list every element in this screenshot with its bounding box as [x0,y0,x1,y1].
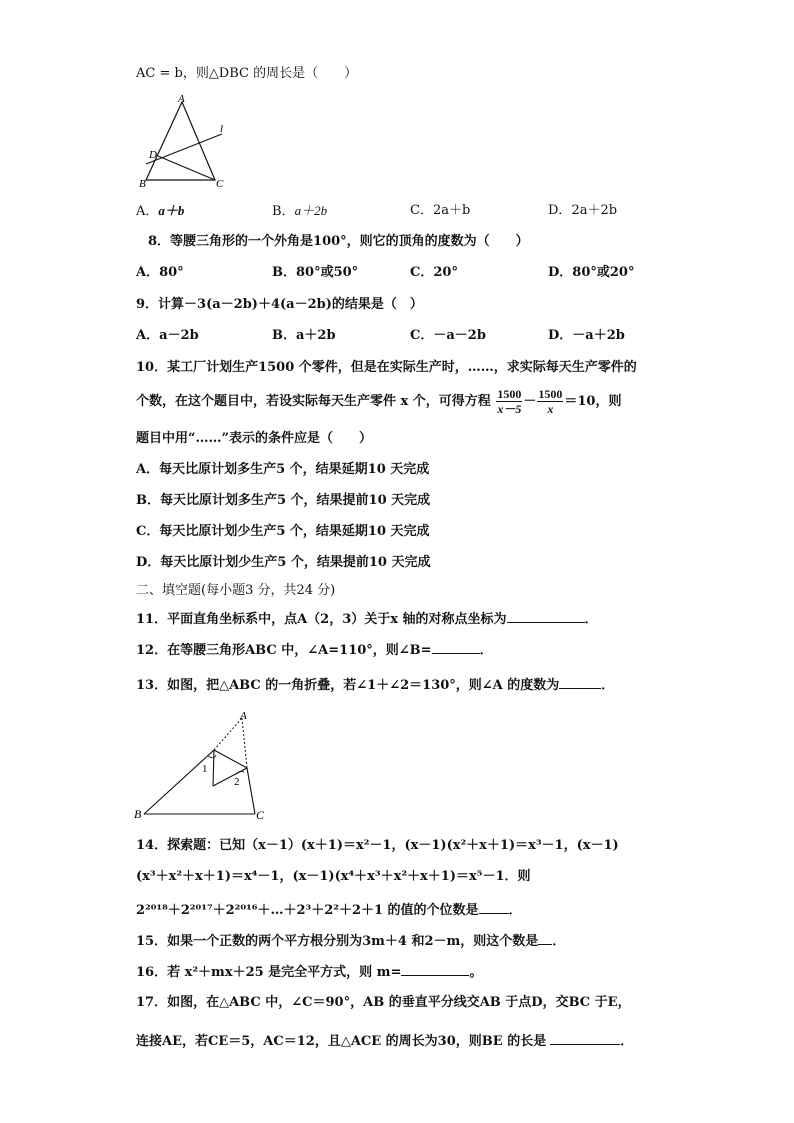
q9-stem: 9．计算－3(a－2b)＋4(a－2b)的结果是（ ） [136,297,423,312]
q13: 13．如图，把△ABC 的一角折叠，若∠1＋∠2＝130°，则∠A 的度数为 ． [136,678,615,693]
q14-answer-blank[interactable] [479,901,509,914]
q7-label-l: l [220,123,224,135]
q10-option-c[interactable]: C．每天比原计划少生产5 个，结果延期10 天完成 [136,524,430,539]
q10-line3: 题目中用“……”表示的条件应是（ ） [136,431,372,446]
q10-line2-text: 个数，在这个题目中，若设实际每天生产零件 x 个，可得方程 [136,394,491,409]
q15: 15．如果一个正数的两个平方根分别为3m＋4 和2－m，则这个数是 ． [136,934,566,949]
q14-line3: 2²⁰¹⁸＋2²⁰¹⁷＋2²⁰¹⁶＋…＋2³＋2²＋2＋1 的值的个位数是 ． [136,903,522,918]
q8-option-c[interactable]: C．20° [410,265,458,280]
q8-option-a[interactable]: A．80° [136,265,184,280]
q7-option-d[interactable]: D．2a＋2b [548,203,618,218]
q7-figure [132,92,242,190]
q7-stem-continuation: AC = b，则△DBC 的周长是（ ） [136,66,358,81]
q16: 16．若 x²＋mx＋25 是完全平方式，则 m= 。 [136,965,483,980]
q13-label-B: B [134,807,142,821]
q17-answer-blank[interactable] [550,1032,620,1045]
q13-answer-blank[interactable] [559,676,601,689]
q7-label-D: D [149,149,157,161]
q10-line2: 个数，在这个题目中，若设实际每天生产零件 x 个，可得方程 $\frac{1500}{x-5}$ － $\frac{1500}{x}$ ＝10，则 [136,387,622,416]
q8-option-b[interactable]: B．80°或50° [272,265,359,280]
q7-option-b[interactable]: B．a＋2b [272,203,328,219]
q12-answer-blank[interactable] [432,641,480,654]
q10-fraction-1: $\frac{1500}{x-5}$ [497,387,522,416]
q14-line2: (x³＋x²＋x＋1)＝x⁴－1，(x－1)(x⁴＋x³＋x²＋x＋1)＝x⁵－1．则 [136,869,531,884]
q7-label-C: C [216,178,224,190]
q13-label-C: C [256,808,265,822]
q10-option-a[interactable]: A．每天比原计划多生产5 个，结果延期10 天完成 [136,462,430,477]
q16-answer-blank[interactable] [401,963,469,976]
q14-line1: 14．探索题：已知（x－1）(x＋1)＝x²－1，(x－1)(x²＋x＋1)＝x³－1，(x－1) [136,838,619,853]
q10-option-b[interactable]: B．每天比原计划多生产5 个，结果提前10 天完成 [136,493,431,508]
q9-option-a[interactable]: A．a－2b [136,328,199,343]
q8-option-d[interactable]: D．80°或20° [548,265,635,280]
q17-line1: 17．如图，在△ABC 中，∠C＝90°，AB 的垂直平分线交AB 于点D，交BC 于E， [136,995,631,1010]
q13-angle-1-label: 1 [202,763,208,775]
q7-option-a[interactable]: A．a＋b [136,203,185,219]
q10-equation-tail: ＝10，则 [564,394,622,409]
q8-stem: 8．等腰三角形的一个外角是100°，则它的顶角的度数为（ ） [148,234,529,249]
q7-label-B: B [139,178,146,190]
q9-option-c[interactable]: C．－a－2b [410,328,486,343]
q10-fraction-2: $\frac{1500}{x}$ [538,387,563,416]
q9-option-d[interactable]: D．－a＋2b [548,328,625,343]
q15-answer-blank[interactable] [538,932,552,945]
q13-label-A: A [240,710,247,722]
q7-label-A: A [178,93,185,105]
q17-line2: 连接AE，若CE＝5，AC＝12，且△ACE 的周长为30，则BE 的长是 ． [136,1034,634,1049]
q11: 11．平面直角坐标系中，点A（2，3）关于x 轴的对称点坐标为 ． [136,612,598,627]
q13-angle-2-label: 2 [234,776,240,788]
q11-answer-blank[interactable] [507,610,585,623]
q12: 12．在等腰三角形ABC 中，∠A=110°，则∠B= ． [136,643,493,658]
q10-option-d[interactable]: D．每天比原计划少生产5 个，结果提前10 天完成 [136,555,431,570]
q13-figure [130,710,280,822]
section-fill-in-heading: 二、填空题(每小题3 分，共24 分) [136,583,336,598]
q7-option-c[interactable]: C．2a＋b [410,203,471,218]
q9-option-b[interactable]: B．a＋2b [272,328,336,343]
q10-line1: 10．某工厂计划生产1500 个零件，但是在实际生产时，……，求实际每天生产零件的 [136,360,637,375]
